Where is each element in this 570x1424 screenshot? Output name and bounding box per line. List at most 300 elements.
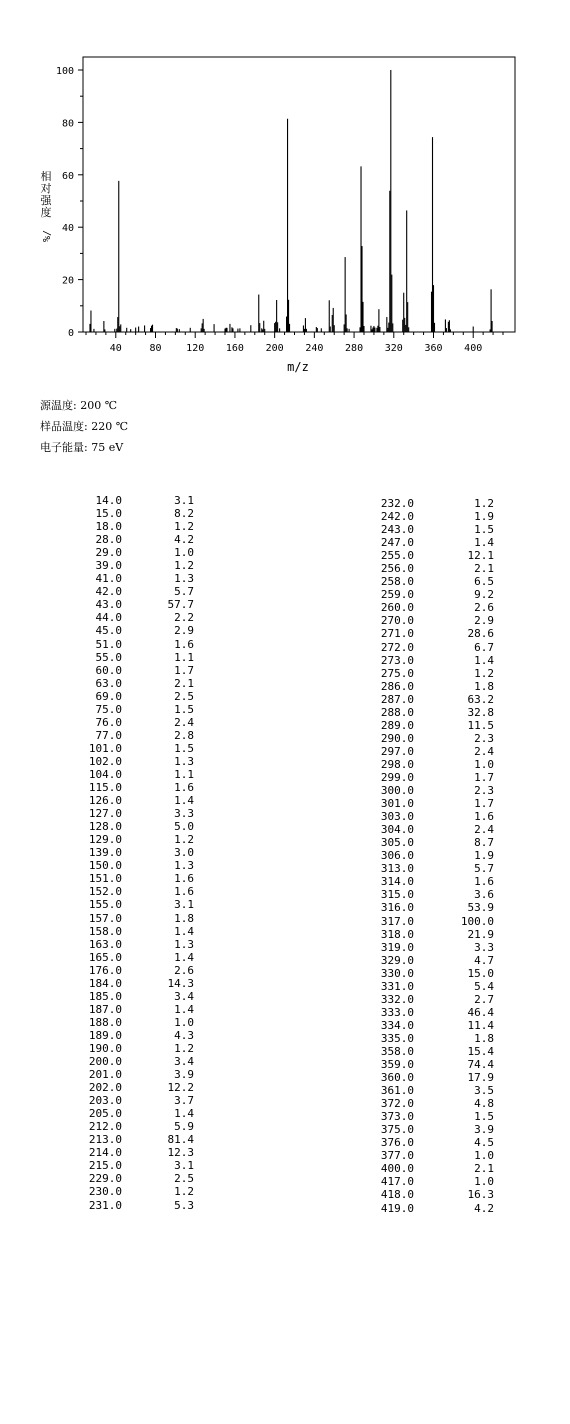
mz-value: 335.0 (380, 1031, 414, 1045)
intensity-value: 1.2 (174, 520, 194, 534)
table-row (72, 742, 194, 755)
intensity-value: 1.0 (474, 1149, 494, 1163)
table-row (368, 1019, 494, 1032)
table-row (72, 1133, 194, 1146)
intensity-value: 4.7 (474, 953, 494, 967)
mz-value: 213.0 (88, 1133, 122, 1147)
mz-value: 129.0 (88, 833, 122, 847)
mz-value: 139.0 (88, 846, 122, 860)
table-row (368, 575, 494, 588)
intensity-value: 100.0 (460, 914, 494, 928)
table-row (72, 1107, 194, 1120)
mz-value: 287.0 (380, 692, 414, 706)
table-row (72, 755, 194, 768)
intensity-value: 4.2 (174, 533, 194, 547)
table-row (72, 846, 194, 859)
intensity-value: 5.9 (174, 1120, 194, 1134)
mz-value: 361.0 (380, 1084, 414, 1098)
table-row (72, 611, 194, 624)
mz-value: 306.0 (380, 849, 414, 863)
intensity-value: 2.1 (174, 676, 194, 690)
x-tick-label: 240 (305, 343, 324, 354)
mz-value: 377.0 (380, 1149, 414, 1163)
intensity-value: 2.9 (474, 614, 494, 628)
table-row (368, 1110, 494, 1123)
table-row (368, 601, 494, 614)
y-axis-title-char: 相 (40, 170, 52, 183)
intensity-value: 3.7 (174, 1094, 194, 1108)
mz-value: 202.0 (88, 1081, 122, 1095)
table-row (72, 494, 194, 507)
mz-value: 329.0 (380, 953, 414, 967)
table-row (72, 520, 194, 533)
mz-value: 150.0 (88, 859, 122, 873)
table-row (368, 1045, 494, 1058)
intensity-value: 3.4 (174, 989, 194, 1003)
intensity-value: 1.0 (474, 757, 494, 771)
intensity-value: 1.3 (174, 754, 194, 768)
intensity-value: 16.3 (467, 1188, 494, 1202)
mz-value: 163.0 (88, 937, 122, 951)
intensity-value: 32.8 (467, 705, 494, 719)
table-row (72, 885, 194, 898)
table-row (368, 1162, 494, 1175)
plot-frame (83, 57, 515, 332)
table-row (368, 1123, 494, 1136)
mz-value: 242.0 (380, 510, 414, 524)
y-tick-label: 20 (61, 275, 74, 287)
x-tick-label: 80 (149, 343, 162, 354)
table-row (368, 693, 494, 706)
mz-value: 42.0 (95, 585, 122, 599)
mz-value: 29.0 (95, 546, 122, 560)
table-row (368, 1032, 494, 1045)
intensity-value: 74.4 (467, 1058, 494, 1072)
intensity-value: 3.0 (174, 846, 194, 860)
intensity-value: 8.2 (174, 507, 194, 521)
mz-value: 301.0 (380, 797, 414, 811)
mz-value: 231.0 (88, 1198, 122, 1212)
intensity-value: 3.1 (174, 898, 194, 912)
y-tick-label: 40 (61, 223, 74, 235)
intensity-value: 53.9 (467, 901, 494, 915)
intensity-value: 1.6 (474, 875, 494, 889)
mz-value: 188.0 (88, 1015, 122, 1029)
table-row (72, 1042, 194, 1055)
table-row (368, 719, 494, 732)
mz-value: 185.0 (88, 989, 122, 1003)
intensity-value: 2.6 (174, 963, 194, 977)
mz-value: 200.0 (88, 1055, 122, 1069)
table-row (72, 677, 194, 690)
table-row (72, 833, 194, 846)
intensity-value: 2.7 (474, 992, 494, 1006)
mz-value: 330.0 (380, 966, 414, 980)
mz-value: 18.0 (95, 520, 122, 534)
mz-value: 201.0 (88, 1068, 122, 1082)
intensity-value: 2.1 (474, 562, 494, 576)
condition-sample-temp (40, 416, 128, 437)
table-row (368, 1006, 494, 1019)
mz-value: 255.0 (380, 549, 414, 563)
table-row (72, 1068, 194, 1081)
y-tick-label: 100 (55, 66, 74, 77)
table-row (72, 651, 194, 664)
intensity-value: 5.3 (174, 1198, 194, 1212)
intensity-value: 21.9 (467, 927, 494, 941)
table-row (368, 928, 494, 941)
intensity-value: 46.4 (467, 1005, 494, 1019)
table-row (72, 977, 194, 990)
mz-value: 318.0 (380, 927, 414, 941)
mz-value: 331.0 (380, 979, 414, 993)
intensity-value: 1.2 (474, 666, 494, 680)
intensity-value: 4.2 (474, 1201, 494, 1215)
table-row (368, 758, 494, 771)
intensity-value: 1.2 (174, 559, 194, 573)
mz-value: 60.0 (95, 663, 122, 677)
intensity-value: 2.9 (174, 624, 194, 638)
mz-value: 315.0 (380, 888, 414, 902)
intensity-value: 1.0 (174, 546, 194, 560)
intensity-value: 2.2 (174, 611, 194, 625)
x-tick-label: 200 (265, 343, 284, 354)
table-row (368, 667, 494, 680)
intensity-value: 2.3 (474, 731, 494, 745)
mz-value: 376.0 (380, 1136, 414, 1150)
mz-value: 232.0 (380, 497, 414, 510)
mz-value: 187.0 (88, 1002, 122, 1016)
intensity-value: 5.7 (174, 585, 194, 599)
mz-value: 289.0 (380, 718, 414, 732)
table-row (368, 1149, 494, 1162)
intensity-value: 2.5 (174, 1172, 194, 1186)
table-row (72, 781, 194, 794)
y-axis-title-unit: %/ (42, 229, 53, 243)
intensity-value: 1.8 (474, 1031, 494, 1045)
mz-value: 101.0 (88, 741, 122, 755)
mz-value: 360.0 (380, 1071, 414, 1085)
y-axis-title-char: 强 (40, 194, 52, 207)
table-row (72, 585, 194, 598)
y-axis-title-char: 对 (40, 182, 52, 195)
intensity-value: 1.6 (174, 885, 194, 899)
intensity-value: 3.9 (174, 1068, 194, 1082)
acquisition-conditions (40, 395, 128, 458)
table-row (72, 820, 194, 833)
intensity-value: 5.0 (174, 820, 194, 834)
table-row (368, 862, 494, 875)
mz-value: 333.0 (380, 1005, 414, 1019)
mz-value: 127.0 (88, 807, 122, 821)
intensity-value: 12.3 (167, 1146, 194, 1160)
table-row (72, 1146, 194, 1159)
condition-label: 源温度: (40, 399, 77, 412)
table-row (72, 872, 194, 885)
table-row (72, 1199, 194, 1212)
table-row (368, 849, 494, 862)
table-row (368, 1071, 494, 1084)
peak-table-right (368, 497, 494, 1215)
mz-value: 243.0 (380, 523, 414, 537)
intensity-value: 1.4 (174, 924, 194, 938)
mz-value: 303.0 (380, 810, 414, 824)
intensity-value: 1.0 (474, 1175, 494, 1189)
intensity-value: 2.6 (474, 601, 494, 615)
intensity-value: 1.2 (174, 833, 194, 847)
table-row (72, 716, 194, 729)
mz-value: 55.0 (95, 650, 122, 664)
y-tick-label: 80 (61, 118, 74, 130)
mass-spectrum-chart (0, 0, 570, 385)
mz-value: 230.0 (88, 1185, 122, 1199)
intensity-value: 4.3 (174, 1028, 194, 1042)
mz-value: 297.0 (380, 744, 414, 758)
mz-value: 273.0 (380, 653, 414, 667)
intensity-value: 1.6 (174, 637, 194, 651)
intensity-value: 2.4 (474, 823, 494, 837)
table-row (368, 823, 494, 836)
table-row (72, 664, 194, 677)
table-row (72, 807, 194, 820)
mz-value: 314.0 (380, 875, 414, 889)
intensity-value: 9.2 (474, 588, 494, 602)
table-row (368, 888, 494, 901)
mz-value: 290.0 (380, 731, 414, 745)
intensity-value: 17.9 (467, 1071, 494, 1085)
intensity-value: 1.4 (174, 1107, 194, 1121)
intensity-value: 11.5 (467, 718, 494, 732)
table-row (72, 938, 194, 951)
table-row (368, 993, 494, 1006)
mz-value: 332.0 (380, 992, 414, 1006)
table-row (72, 1029, 194, 1042)
intensity-value: 3.4 (174, 1055, 194, 1069)
table-row (368, 967, 494, 980)
mz-value: 229.0 (88, 1172, 122, 1186)
intensity-value: 28.6 (467, 627, 494, 641)
table-row (368, 1058, 494, 1071)
intensity-value: 1.5 (474, 523, 494, 537)
mz-value: 313.0 (380, 862, 414, 876)
x-tick-label: 280 (345, 343, 364, 354)
intensity-value: 1.7 (174, 663, 194, 677)
mz-value: 316.0 (380, 901, 414, 915)
x-tick-label: 120 (186, 343, 205, 354)
y-tick-label: 60 (61, 170, 74, 182)
intensity-value: 15.0 (467, 966, 494, 980)
table-row (72, 794, 194, 807)
intensity-value: 1.5 (474, 1110, 494, 1124)
mz-value: 165.0 (88, 950, 122, 964)
y-axis-title (41, 169, 54, 242)
mz-value: 126.0 (88, 794, 122, 808)
intensity-value: 1.9 (474, 849, 494, 863)
table-row (368, 1175, 494, 1188)
table-row (368, 497, 494, 510)
intensity-value: 1.6 (474, 810, 494, 824)
mz-value: 275.0 (380, 666, 414, 680)
mz-value: 75.0 (95, 702, 122, 716)
table-row (368, 875, 494, 888)
table-row (368, 797, 494, 810)
table-row (368, 523, 494, 536)
mz-value: 77.0 (95, 728, 122, 742)
table-row (368, 1188, 494, 1201)
table-row (368, 915, 494, 928)
x-tick-label: 40 (109, 343, 122, 354)
mz-value: 155.0 (88, 898, 122, 912)
intensity-value: 2.4 (474, 744, 494, 758)
mz-value: 305.0 (380, 836, 414, 850)
table-row (72, 1172, 194, 1185)
mz-value: 373.0 (380, 1110, 414, 1124)
intensity-value: 1.7 (474, 770, 494, 784)
table-row (72, 859, 194, 872)
mz-value: 259.0 (380, 588, 414, 602)
mz-value: 319.0 (380, 940, 414, 954)
intensity-value: 4.5 (474, 1136, 494, 1150)
table-row (368, 614, 494, 627)
intensity-value: 1.4 (174, 794, 194, 808)
table-row (72, 559, 194, 572)
table-row (72, 912, 194, 925)
mz-value: 51.0 (95, 637, 122, 651)
table-row (72, 638, 194, 651)
intensity-value: 1.8 (474, 679, 494, 693)
mz-value: 417.0 (380, 1175, 414, 1189)
table-row (72, 690, 194, 703)
table-row (368, 901, 494, 914)
intensity-value: 3.1 (174, 1159, 194, 1173)
table-row (72, 1055, 194, 1068)
table-row (72, 1185, 194, 1198)
table-row (368, 654, 494, 667)
table-row (72, 1081, 194, 1094)
x-tick-label: 400 (464, 343, 483, 354)
mz-value: 28.0 (95, 533, 122, 547)
intensity-value: 4.8 (474, 1097, 494, 1111)
table-row (72, 703, 194, 716)
intensity-value: 1.3 (174, 937, 194, 951)
table-row (368, 771, 494, 784)
intensity-value: 3.3 (174, 807, 194, 821)
intensity-value: 1.1 (174, 767, 194, 781)
intensity-value: 81.4 (167, 1133, 194, 1147)
intensity-value: 12.2 (167, 1081, 194, 1095)
mz-value: 115.0 (88, 781, 122, 795)
intensity-value: 1.7 (474, 797, 494, 811)
mz-value: 63.0 (95, 676, 122, 690)
table-row (368, 549, 494, 562)
intensity-value: 14.3 (167, 976, 194, 990)
intensity-value: 1.8 (174, 911, 194, 925)
peak-table-left (72, 494, 194, 1212)
table-row (368, 627, 494, 640)
mz-value: 176.0 (88, 963, 122, 977)
intensity-value: 3.1 (174, 494, 194, 507)
table-row (368, 562, 494, 575)
mz-value: 299.0 (380, 770, 414, 784)
mz-value: 286.0 (380, 679, 414, 693)
x-tick-label: 360 (424, 343, 443, 354)
intensity-value: 1.2 (474, 497, 494, 510)
mz-value: 375.0 (380, 1123, 414, 1137)
table-row (72, 925, 194, 938)
intensity-value: 2.5 (174, 689, 194, 703)
mz-value: 300.0 (380, 784, 414, 798)
mz-value: 272.0 (380, 640, 414, 654)
mz-value: 205.0 (88, 1107, 122, 1121)
intensity-value: 6.5 (474, 575, 494, 589)
mz-value: 334.0 (380, 1018, 414, 1032)
mz-value: 41.0 (95, 572, 122, 586)
mz-value: 14.0 (95, 494, 122, 507)
mz-value: 418.0 (380, 1188, 414, 1202)
table-row (72, 729, 194, 742)
table-row (72, 598, 194, 611)
mz-value: 190.0 (88, 1041, 122, 1055)
condition-label: 电子能量: (40, 441, 88, 454)
mz-value: 15.0 (95, 507, 122, 521)
mz-value: 358.0 (380, 1044, 414, 1058)
intensity-value: 2.3 (474, 784, 494, 798)
table-row (72, 624, 194, 637)
mz-value: 43.0 (95, 598, 122, 612)
x-tick-label: 320 (384, 343, 403, 354)
table-row (368, 536, 494, 549)
table-row (72, 768, 194, 781)
mz-value: 39.0 (95, 559, 122, 573)
intensity-value: 1.4 (174, 1002, 194, 1016)
mz-value: 102.0 (88, 754, 122, 768)
mz-value: 270.0 (380, 614, 414, 628)
intensity-value: 63.2 (467, 692, 494, 706)
intensity-value: 2.4 (174, 715, 194, 729)
table-row (368, 954, 494, 967)
condition-value: 200 ℃ (80, 399, 118, 412)
table-row (72, 1003, 194, 1016)
mz-value: 258.0 (380, 575, 414, 589)
intensity-value: 1.3 (174, 859, 194, 873)
x-axis-label: m/z (287, 360, 309, 374)
table-row (368, 641, 494, 654)
mz-value: 45.0 (95, 624, 122, 638)
table-row (368, 706, 494, 719)
intensity-value: 1.4 (174, 950, 194, 964)
table-row (368, 588, 494, 601)
mz-value: 76.0 (95, 715, 122, 729)
table-row (368, 941, 494, 954)
table-row (72, 546, 194, 559)
mz-value: 151.0 (88, 872, 122, 886)
intensity-value: 5.4 (474, 979, 494, 993)
mz-value: 104.0 (88, 767, 122, 781)
mz-value: 69.0 (95, 689, 122, 703)
intensity-value: 3.3 (474, 940, 494, 954)
intensity-value: 5.7 (474, 862, 494, 876)
intensity-value: 1.5 (174, 702, 194, 716)
intensity-value: 3.5 (474, 1084, 494, 1098)
table-row (72, 1094, 194, 1107)
mz-value: 298.0 (380, 757, 414, 771)
intensity-value: 2.8 (174, 728, 194, 742)
mz-value: 189.0 (88, 1028, 122, 1042)
table-row (72, 1120, 194, 1133)
condition-label: 样品温度: (40, 420, 88, 433)
table-row (368, 1097, 494, 1110)
table-row (72, 507, 194, 520)
